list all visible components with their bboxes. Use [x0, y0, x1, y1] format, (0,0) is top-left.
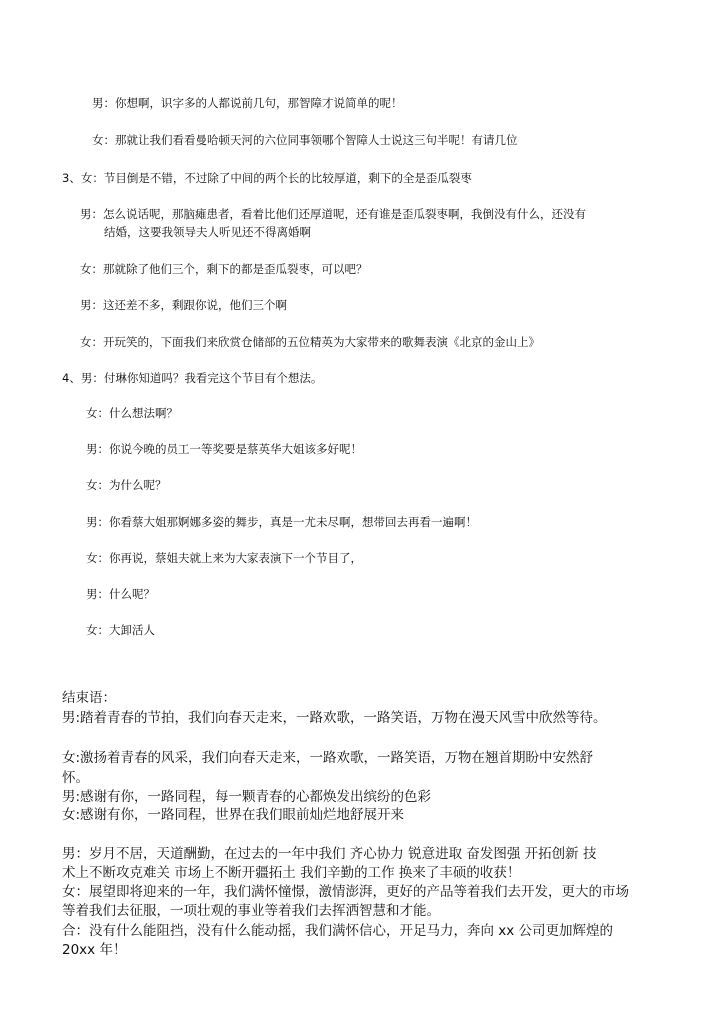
closing-line: 女:感谢有你，一路同程，世界在我们眼前灿烂地舒展开来 [62, 807, 405, 823]
dialogue-line: 男：你想啊，识字多的人都说前几句，那智障才说简单的呢！ [92, 96, 403, 110]
dialogue-line: 女：为什么呢？ [86, 478, 167, 492]
closing-line: 怀。 [62, 770, 89, 786]
closing-line: 20xx 年！ [62, 942, 127, 958]
closing-line: 术上不断攻克难关 市场上不断开疆拓土 我们辛勤的工作 换来了丰硕的收获！ [62, 865, 521, 881]
closing-line: 男:感谢有你，一路同程，每一颗青春的心都焕发出缤纷的色彩 [62, 789, 432, 805]
closing-line: 等着我们去征服，一项壮观的事业等着我们去挥洒智慧和才能。 [62, 903, 440, 919]
dialogue-line: 女：那就让我们看看曼哈顿天河的六位同事领哪个智障人士说这三句半呢！有请几位 [92, 133, 518, 147]
closing-line: 合：没有什么能阻挡，没有什么能动摇，我们满怀信心，开足马力，奔向 xx 公司更加辉煌的 [62, 923, 614, 939]
dialogue-line: 3、女：节目倒是不错，不过除了中间的两个长的比较厚道，剩下的全是歪瓜裂枣 [62, 171, 472, 185]
closing-line: 男:踏着青春的节拍，我们向春天走来，一路欢歌，一路笑语，万物在漫天风雪中欣然等待。 [62, 710, 607, 726]
dialogue-line: 结婚，这要我领导夫人听见还不得离婚啊 [104, 225, 311, 239]
dialogue-line: 男：这还差不多，剩跟你说，他们三个啊 [80, 298, 287, 312]
dialogue-line: 男：怎么说话呢，那脑瘫患者，看着比他们还厚道呢，还有谁是歪瓜裂枣啊，我倒没有什么，还没有 [80, 207, 586, 221]
dialogue-line: 女：开玩笑的，下面我们来欣赏仓储部的五位精英为大家带来的歌舞表演《北京的金山上》 [80, 335, 540, 349]
closing-line: 女:激扬着青春的风采，我们向春天走来，一路欢歌，一路笑语，万物在翘首期盼中安然舒 [62, 750, 594, 766]
closing-heading: 结束语： [62, 690, 116, 706]
dialogue-line: 4、男：付琳你知道吗？我看完这个节目有个想法。 [62, 371, 323, 385]
closing-line: 女：展望即将迎来的一年，我们满怀憧憬，激情澎湃，更好的产品等着我们去开发，更大的市场 [62, 884, 629, 900]
dialogue-line: 女：你再说，蔡姐夫就上来为大家表演下一个节目了， [86, 551, 362, 565]
dialogue-line: 男：你说今晚的员工一等奖要是蔡英华大姐该多好呢！ [86, 442, 362, 456]
closing-line: 男：岁月不居，天道酬勤，在过去的一年中我们 齐心协力 锐意进取 奋发图强 开拓创新 技 [62, 846, 597, 862]
dialogue-line: 女：那就除了他们三个，剩下的都是歪瓜裂枣，可以吧？ [80, 262, 368, 276]
dialogue-line: 男：什么呢？ [86, 587, 155, 601]
dialogue-line: 女：什么想法啊？ [86, 406, 178, 420]
dialogue-line: 女：大卸活人 [86, 623, 155, 637]
dialogue-line: 男：你看蔡大姐那婀娜多姿的舞步，真是一尤未尽啊，想带回去再看一遍啊！ [86, 515, 477, 529]
